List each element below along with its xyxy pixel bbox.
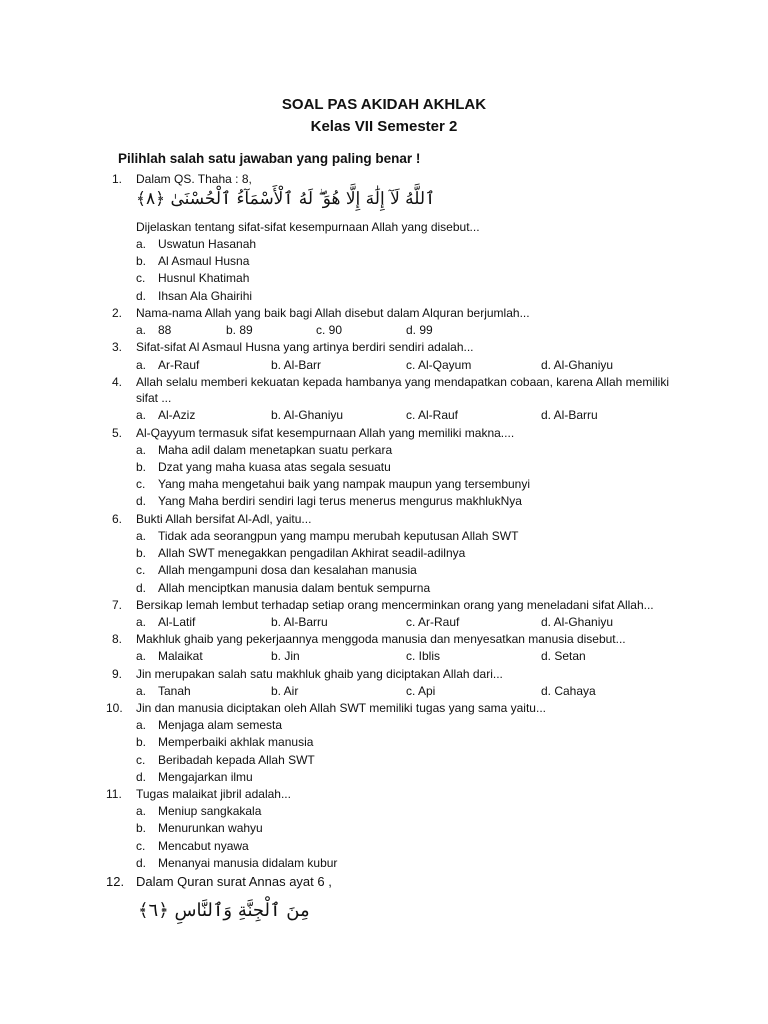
option-text: c. Al-Rauf <box>406 408 459 422</box>
option-text: b. Al-Barru <box>271 615 328 629</box>
option-letter: a. <box>136 529 147 543</box>
option-text: Tanah <box>158 684 191 698</box>
option-text: Al-Latif <box>158 615 196 629</box>
option-text: Uswatun Hasanah <box>158 237 257 251</box>
option-letter: b. <box>136 254 147 268</box>
option-letter: a. <box>136 443 147 457</box>
option-letter: c. <box>136 563 146 577</box>
option-text: Maha adil dalam menetapkan suatu perkara <box>158 443 393 457</box>
option-text: Tidak ada seorangpun yang mampu merubah keputusan Allah SWT <box>158 529 519 543</box>
option-text: Husnul Khatimah <box>158 271 250 285</box>
option-text: d. Al-Ghaniyu <box>541 615 614 629</box>
option-letter: d. <box>136 770 147 784</box>
option-letter: a. <box>136 323 147 337</box>
option-letter: b. <box>136 821 147 835</box>
option-text: Al-Aziz <box>158 408 196 422</box>
option-text: Dzat yang maha kuasa atas segala sesuatu <box>158 460 391 474</box>
option-text: Menurunkan wahyu <box>158 821 263 835</box>
question-number: 4. <box>112 375 123 389</box>
option-text: Allah mengampuni dosa dan kesalahan manusia <box>158 563 417 577</box>
option-letter: b. <box>136 735 147 749</box>
option-letter: c. <box>136 839 146 853</box>
option-text: Menjaga alam semesta <box>158 718 283 732</box>
question-text: Jin merupakan salah satu makhluk ghaib yang diciptakan Allah dari... <box>136 667 503 681</box>
option-text: Menanyai manusia didalam kubur <box>158 856 338 870</box>
question-number: 5. <box>112 426 123 440</box>
question-number: 8. <box>112 632 123 646</box>
option-letter: c. <box>136 753 146 767</box>
arabic-verse: مِنَ ٱلْجِنَّةِ وَٱلنَّاسِ ﴿٦﴾ <box>138 900 310 921</box>
question-text: Al-Qayyum termasuk sifat kesempurnaan Allah yang memiliki makna.... <box>136 426 515 440</box>
option-text: Beribadah kepada Allah SWT <box>158 753 315 767</box>
question-text: Makhluk ghaib yang pekerjaannya menggoda manusia dan menyesatkan manusia disebut... <box>136 632 626 646</box>
option-text: Meniup sangkakala <box>158 804 262 818</box>
option-text: Allah SWT menegakkan pengadilan Akhirat seadil-adilnya <box>158 546 466 560</box>
question-text-continued: sifat ... <box>136 391 172 405</box>
option-text: c. 90 <box>316 323 343 337</box>
question-number: 9. <box>112 667 123 681</box>
option-text: Mengajarkan ilmu <box>158 770 253 784</box>
option-letter: a. <box>136 615 147 629</box>
question-text-continued: Dijelaskan tentang sifat-sifat kesempurnaan Allah yang disebut... <box>136 220 480 234</box>
option-letter: c. <box>136 271 146 285</box>
question-number: 10. <box>106 701 123 715</box>
question-number: 2. <box>112 306 123 320</box>
option-letter: d. <box>136 856 147 870</box>
option-letter: d. <box>136 289 147 303</box>
instruction: Pilihlah salah satu jawaban yang paling benar ! <box>118 151 421 166</box>
option-text: Memperbaiki akhlak manusia <box>158 735 314 749</box>
document-subtitle: Kelas VII Semester 2 <box>310 118 458 135</box>
option-text: Malaikat <box>158 649 203 663</box>
option-text: Allah menciptkan manusia dalam bentuk sempurna <box>158 581 431 595</box>
option-text: c. Ar-Rauf <box>406 615 460 629</box>
question-text: Allah selalu memberi kekuatan kepada hambanya yang mendapatkan cobaan, karena Allah memiliki <box>136 375 669 389</box>
option-text: c. Api <box>406 684 436 698</box>
question-number: 6. <box>112 512 123 526</box>
question-number: 11. <box>106 787 122 801</box>
option-letter: b. <box>136 546 147 560</box>
option-text: d. 99 <box>406 323 433 337</box>
question-number: 7. <box>112 598 123 612</box>
option-text: Yang maha mengetahui baik yang nampak maupun yang tersembunyi <box>158 477 531 491</box>
question-text: Sifat-sifat Al Asmaul Husna yang artinya berdiri sendiri adalah... <box>136 340 474 354</box>
question-text: Nama-nama Allah yang baik bagi Allah disebut dalam Alquran berjumlah... <box>136 306 530 320</box>
option-text: b. Al-Ghaniyu <box>271 408 344 422</box>
question-text: Bukti Allah bersifat Al-Adl, yaitu... <box>136 512 312 526</box>
option-text: b. Air <box>271 684 299 698</box>
question-text: Jin dan manusia diciptakan oleh Allah SWT memiliki tugas yang sama yaitu... <box>136 701 546 715</box>
question-text: Dalam QS. Thaha : 8, <box>136 172 252 186</box>
option-text: Mencabut nyawa <box>158 839 249 853</box>
question-number: 1. <box>112 172 123 186</box>
option-letter: c. <box>136 477 146 491</box>
option-text: Ar-Rauf <box>158 358 200 372</box>
option-text: d. Al-Barru <box>541 408 598 422</box>
option-text: Ihsan Ala Ghairihi <box>158 289 253 303</box>
option-text: b. 89 <box>226 323 253 337</box>
option-text: c. Iblis <box>406 649 441 663</box>
option-letter: a. <box>136 408 147 422</box>
document-title: SOAL PAS AKIDAH AKHLAK <box>281 96 487 113</box>
arabic-verse: ٱللَّهُ لَآ إِلَٰهَ إِلَّا هُوَ ۖ لَهُ ٱلْأَسْمَآءُ ٱلْحُسْنَىٰ ﴿٨﴾ <box>136 189 436 209</box>
option-text: b. Jin <box>271 649 300 663</box>
option-letter: d. <box>136 581 147 595</box>
option-letter: a. <box>136 684 147 698</box>
option-letter: a. <box>136 237 147 251</box>
option-text: d. Cahaya <box>541 684 596 698</box>
option-text: b. Al-Barr <box>271 358 322 372</box>
option-text: c. Al-Qayum <box>406 358 472 372</box>
option-letter: d. <box>136 494 147 508</box>
option-letter: a. <box>136 358 147 372</box>
question-text: Dalam Quran surat Annas ayat 6 , <box>136 874 332 889</box>
option-text: Al Asmaul Husna <box>158 254 250 268</box>
question-text: Bersikap lemah lembut terhadap setiap orang mencerminkan orang yang meneladani sifat Allah... <box>136 598 654 612</box>
option-text: Yang Maha berdiri sendiri lagi terus menerus mengurus makhlukNya <box>158 494 522 508</box>
option-text: d. Al-Ghaniyu <box>541 358 614 372</box>
option-letter: a. <box>136 718 147 732</box>
question-text: Tugas malaikat jibril adalah... <box>136 787 291 801</box>
question-number: 3. <box>112 340 123 354</box>
option-text: d. Setan <box>541 649 586 663</box>
option-text: 88 <box>158 323 172 337</box>
option-letter: a. <box>136 804 147 818</box>
option-letter: b. <box>136 460 147 474</box>
option-letter: a. <box>136 649 147 663</box>
question-number: 12. <box>106 874 125 889</box>
